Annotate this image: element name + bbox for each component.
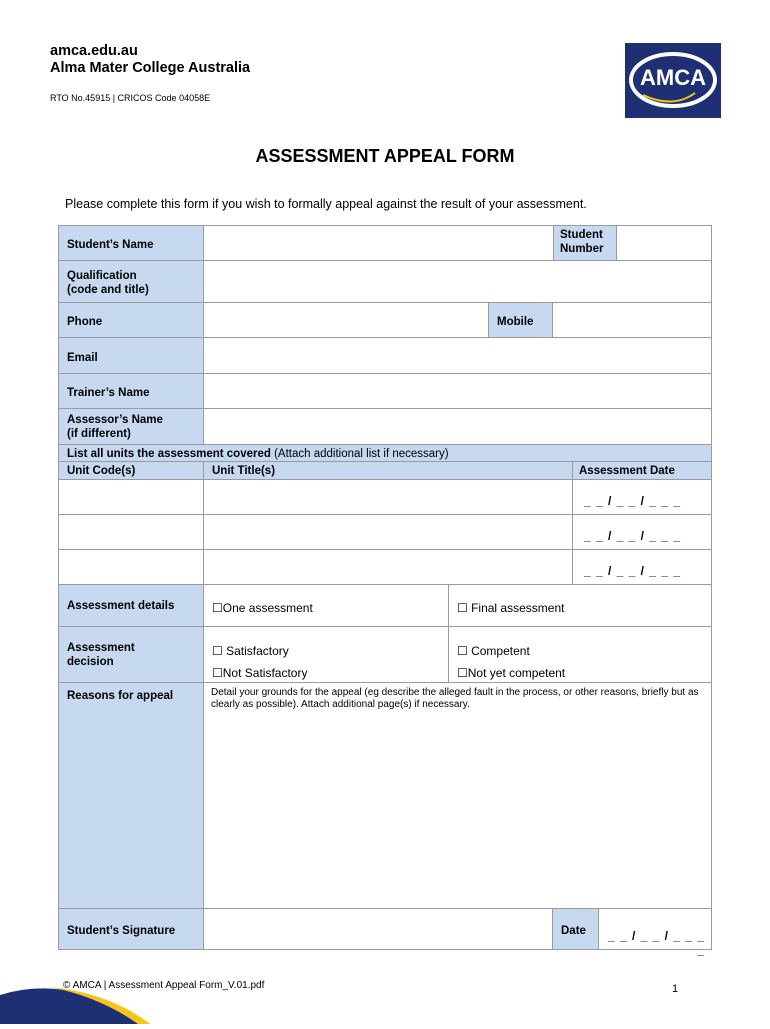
qualification-field[interactable]: [203, 260, 712, 303]
reasons-instructions: Detail your grounds for the appeal (eg describe the alleged fault in the process, or other reasons, briefly but as clearly as possible). Attach additional page(s) if necessary.: [211, 687, 699, 710]
final-assessment-checkbox[interactable]: ☐ Final assessment: [457, 601, 565, 615]
not-yet-competent-checkbox[interactable]: ☐Not yet competent: [457, 666, 566, 680]
unit-title-header: Unit Title(s): [203, 461, 573, 480]
amca-logo: [625, 43, 721, 118]
unit-code-field-1[interactable]: [58, 479, 204, 515]
trainer-label: Trainer’s Name: [58, 373, 204, 409]
mobile-label: Mobile: [488, 302, 553, 338]
email-field[interactable]: [203, 337, 712, 374]
units-header-note: (Attach additional list if necessary): [270, 448, 449, 460]
rto-code: RTO No.45915 | CRICOS Code 04058E: [50, 93, 211, 103]
competent-checkbox[interactable]: ☐ Competent: [457, 644, 530, 658]
student-name-label: Student’s Name: [58, 225, 204, 261]
reasons-field[interactable]: [203, 682, 712, 909]
phone-field[interactable]: [203, 302, 489, 338]
trainer-field[interactable]: [203, 373, 712, 409]
assessment-decision-label: Assessment decision: [58, 626, 204, 683]
assessment-date-header: Assessment Date: [572, 461, 712, 480]
not-satisfactory-checkbox[interactable]: ☐Not Satisfactory: [212, 666, 308, 680]
satisfactory-checkbox[interactable]: ☐ Satisfactory: [212, 644, 289, 658]
unit-code-field-3[interactable]: [58, 549, 204, 585]
footer-text: © AMCA | Assessment Appeal Form_V.01.pdf: [63, 980, 265, 991]
one-assessment-checkbox[interactable]: ☐One assessment: [212, 601, 313, 615]
email-label: Email: [58, 337, 204, 374]
unit-code-header: Unit Code(s): [58, 461, 204, 480]
mobile-field[interactable]: [552, 302, 712, 338]
intro-text: Please complete this form if you wish to formally appeal against the result of your assessment.: [65, 197, 587, 211]
signature-field[interactable]: [203, 908, 553, 950]
assessor-label: Assessor’s Name (if different): [58, 408, 204, 445]
logo-text: AMCA: [640, 65, 706, 90]
assessment-decision-left: [203, 626, 449, 683]
reasons-label: Reasons for appeal: [58, 682, 204, 909]
unit-title-field-3[interactable]: [203, 549, 573, 585]
page-number: 1: [672, 983, 679, 995]
unit-title-field-1[interactable]: [203, 479, 573, 515]
assessment-decision-right: [448, 626, 712, 683]
site-url: amca.edu.au: [50, 43, 138, 59]
qualification-label: Qualification (code and title): [58, 260, 204, 303]
assessment-date-field-2[interactable]: _ _ / _ _ / _ _ _: [572, 514, 712, 550]
student-number-field[interactable]: [616, 225, 712, 261]
phone-label: Phone: [58, 302, 204, 338]
units-header-title: List all units the assessment covered: [67, 448, 271, 460]
unit-title-field-2[interactable]: [203, 514, 573, 550]
page-title: ASSESSMENT APPEAL FORM: [255, 146, 515, 166]
college-name: Alma Mater College Australia: [50, 60, 251, 76]
assessor-field[interactable]: [203, 408, 712, 445]
assessment-details-final: [448, 584, 712, 627]
student-name-field[interactable]: [203, 225, 554, 261]
assessment-date-field-3[interactable]: _ _ / _ _ / _ _ _: [572, 549, 712, 585]
assessment-details-one: [203, 584, 449, 627]
assessment-date-field-1[interactable]: _ _ / _ _ / _ _ _: [572, 479, 712, 515]
signature-date-field[interactable]: _ _ / _ _ / _ _ _ _: [598, 908, 712, 950]
student-number-label: Student Number: [553, 225, 617, 261]
unit-code-field-2[interactable]: [58, 514, 204, 550]
units-header: [58, 444, 712, 462]
assessment-details-label: Assessment details: [58, 584, 204, 627]
signature-label: Student’s Signature: [58, 908, 204, 950]
date-label: Date: [552, 908, 599, 950]
